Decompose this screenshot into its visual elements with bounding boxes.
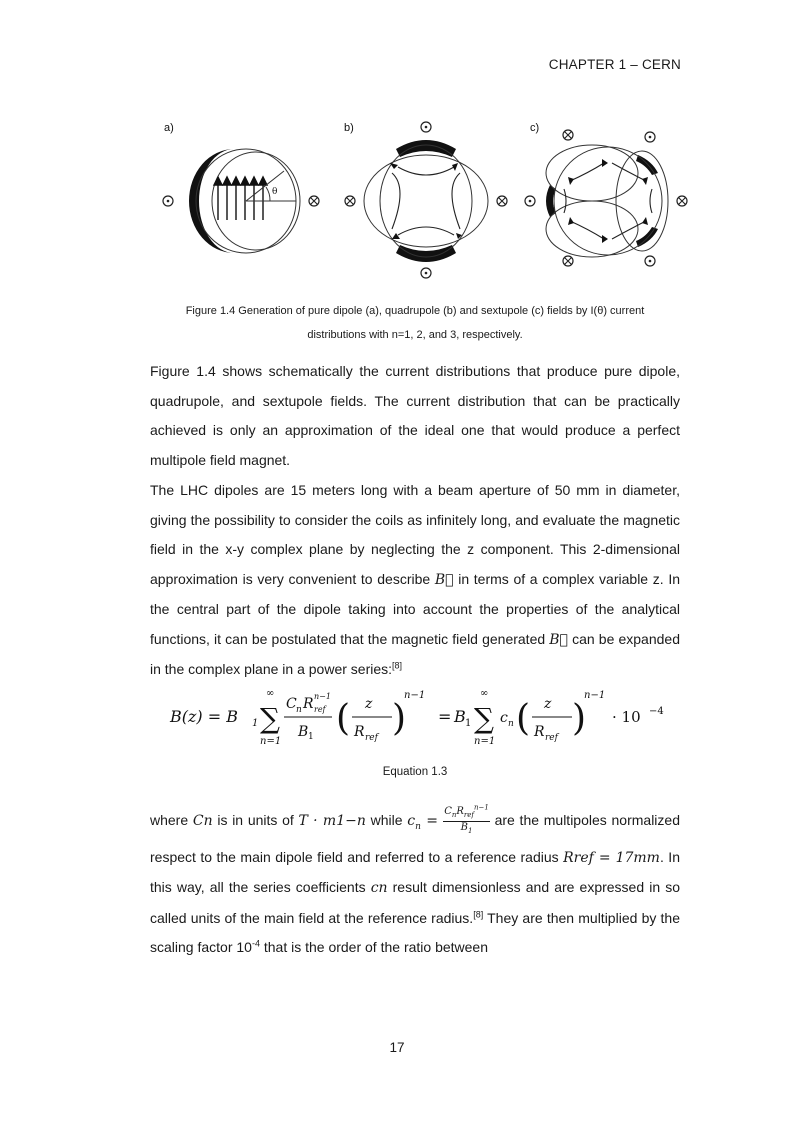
sextupole-diagram xyxy=(525,130,687,266)
eq-scale: · 10 xyxy=(612,708,641,726)
svg-text:ref: ref xyxy=(314,705,326,714)
svg-text:n: n xyxy=(508,719,514,729)
svg-text:n−1: n−1 xyxy=(584,690,606,701)
svg-text:z: z xyxy=(365,696,373,712)
svg-text:R: R xyxy=(354,724,365,740)
svg-text:ref: ref xyxy=(365,733,378,743)
svg-text:1: 1 xyxy=(252,718,259,729)
panel-label-b: b) xyxy=(344,122,354,134)
panel-label-a: a) xyxy=(164,122,174,134)
svg-text:=: = xyxy=(438,707,452,726)
theta-label: θ xyxy=(272,187,278,197)
equation-1-3 xyxy=(160,682,680,752)
chapter-header: CHAPTER 1 – CERN xyxy=(548,57,681,72)
paragraph-2: The LHC dipoles are 15 meters long with a beam aperture of 50 mm in diameter, giving the possibility to consider the coils as infinitely long, and evaluate the magnetic field in the x-y complex plane by neglecting the z component. This 2-dimensional approximation is very convenient to describe B⃗ in terms of a complex variable z. In the central part of the dipole taking into account the properties of the analytical functions, it can be postulated that the magnetic field generated B⃗ can be expanded in the complex plane in a power series:[8] xyxy=(150,482,680,677)
svg-text:1: 1 xyxy=(308,732,314,742)
rref-expression: Rref = 17mm xyxy=(563,849,660,866)
eq-scale-exp: −4 xyxy=(649,706,664,717)
svg-text:R: R xyxy=(303,696,314,712)
sext-pole-top-right xyxy=(636,155,658,175)
dipole-diagram xyxy=(163,149,319,253)
svg-text:1: 1 xyxy=(465,718,472,729)
svg-text:n: n xyxy=(296,705,302,715)
sext-field-lines xyxy=(564,163,652,239)
cn-symbol: cn xyxy=(370,880,388,896)
scaling-exponent: -4 xyxy=(251,938,260,949)
multipole-figure xyxy=(156,115,696,285)
paragraph-3: where Cn is in units of T · m1−n while $c_n$ = $\frac{C_nR_{ref}^{n-1}}{B_1}$ are the multipoles normalized respect to the main dipole field and referred to a reference radius Rref = 17mm. In this way, all the series coefficients cn result dimensionless and are expressed in so called units of the main field at the reference radius.[8] They are then multiplied by the scaling factor $10^{-4}$ that is the order of the ratio between xyxy=(150,803,681,955)
svg-text:C: C xyxy=(286,696,297,712)
quad-bottom-pole xyxy=(396,245,456,262)
quad-field-lines xyxy=(392,167,460,235)
Cn-symbol: Cn xyxy=(192,813,213,830)
reference-8-second: [8] xyxy=(473,908,484,919)
eq-sum-2: ∑ xyxy=(474,702,494,735)
svg-text:n=1: n=1 xyxy=(474,736,496,747)
theta-arc xyxy=(266,187,270,201)
eq-sum-1: ∑ xyxy=(260,702,280,735)
quadrupole-diagram xyxy=(345,122,507,278)
svg-text:(: ( xyxy=(336,698,351,739)
figure-caption-line1: Figure 1.4 Generation of pure dipole (a), quadrupole (b) and sextupole (c) fields by I(θ) current xyxy=(185,305,645,317)
units-expression: T · m1−n xyxy=(298,813,366,830)
svg-text:∞: ∞ xyxy=(480,688,489,699)
svg-text:(: ( xyxy=(516,698,531,739)
svg-text:z: z xyxy=(544,696,552,712)
reference-8: [8] xyxy=(392,660,403,671)
eq-lhs: B(z) = B xyxy=(170,707,239,726)
cn-fraction: $\frac{C_nR_{ref}^{n-1}}{B_1}$ xyxy=(444,803,489,835)
svg-text:): ) xyxy=(392,698,407,739)
svg-text:R: R xyxy=(534,724,545,740)
quad-ellipse-horizontal xyxy=(364,155,488,247)
paragraph-1: Figure 1.4 shows schematically the current distributions that produce pure dipole, quadrupole, and sextupole fields. The current distribution that can be practically achieved is only an approximation of the ideal one that would produce a perfect multipole field magnet. xyxy=(150,363,680,468)
sext-pole-bottom-right xyxy=(636,227,658,247)
svg-text:B: B xyxy=(298,724,309,740)
panel-label-c: c) xyxy=(530,122,540,134)
vector-b-symbol: B⃗ xyxy=(434,571,454,588)
dipole-radius-line xyxy=(246,171,284,201)
eq-sum-1-top: ∞ xyxy=(266,688,275,699)
svg-text:n−1: n−1 xyxy=(314,692,331,701)
svg-text:): ) xyxy=(572,698,587,739)
equation-label: Equation 1.3 xyxy=(382,766,448,778)
eq-sum-1-bottom: n=1 xyxy=(260,736,282,747)
page-number: 17 xyxy=(389,1040,405,1055)
svg-text:ref: ref xyxy=(545,733,558,743)
quad-top-pole xyxy=(396,140,456,157)
svg-text:B: B xyxy=(454,707,466,726)
figure-caption-line2: distributions with n=1, 2, and 3, respectively. xyxy=(307,329,523,341)
svg-text:c: c xyxy=(500,710,508,726)
svg-text:n−1: n−1 xyxy=(404,690,426,701)
vector-b-symbol-2: B⃗ xyxy=(549,631,568,648)
dipole-field-arrows xyxy=(214,177,267,220)
